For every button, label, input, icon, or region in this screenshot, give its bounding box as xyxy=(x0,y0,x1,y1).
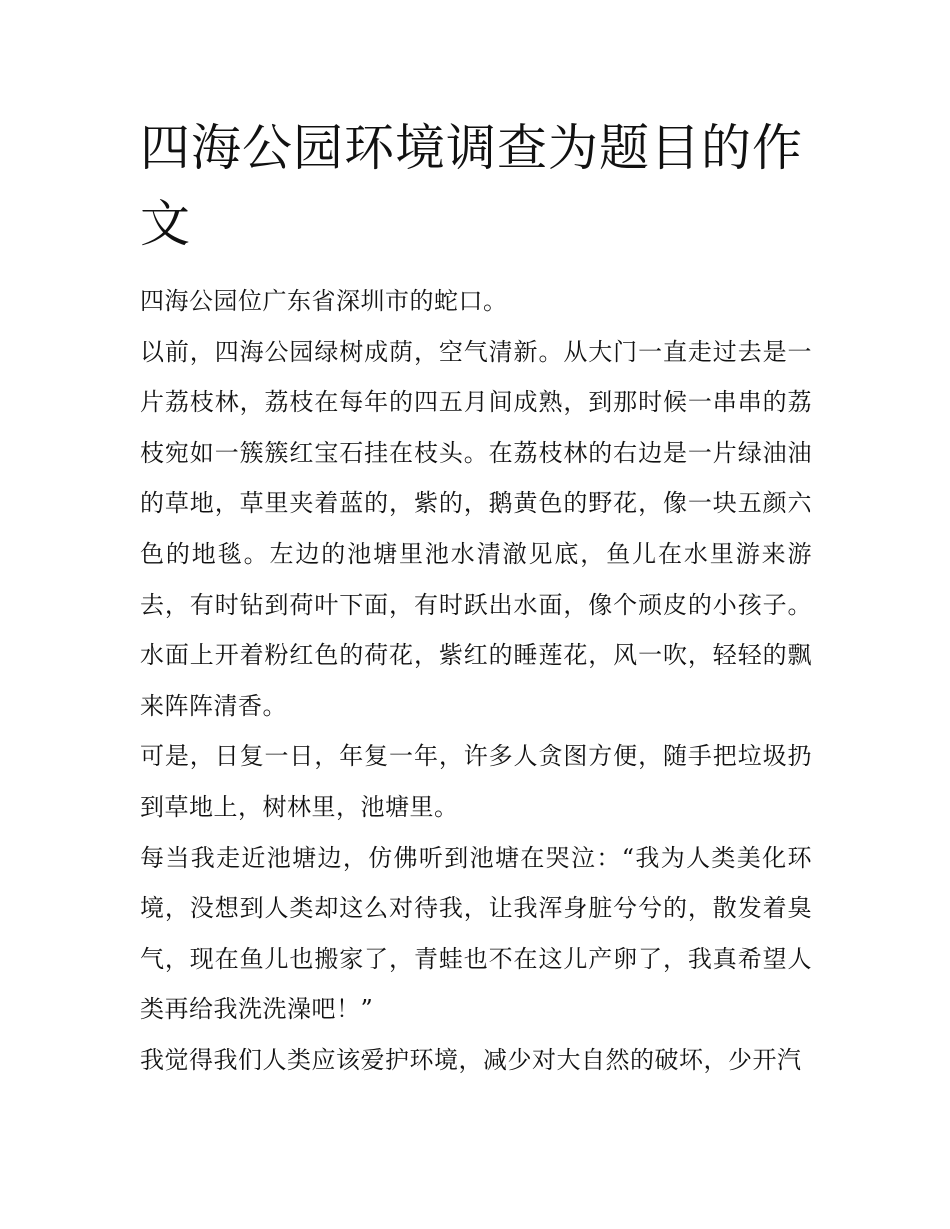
paragraph-conclusion: 我觉得我们人类应该爱护环境，减少对大自然的破坏，少开汽 xyxy=(140,1045,802,1074)
paragraph-location: 四海公园位广东省深圳市的蛇口。 xyxy=(140,287,508,315)
document-title: 四海公园环境调查为题目的作文 xyxy=(140,119,803,253)
paragraph-littering: 可是，日复一日，年复一年，许多人贪图方便，随手把垃圾扔到草地上，树林里，池塘里。 xyxy=(140,742,812,821)
paragraph-past-scenery: 以前，四海公园绿树成荫，空气清新。从大门一直走过去是一片荔枝林，荔枝在每年的四五月间成熟，到那时候一串串的荔枝宛如一簇簇红宝石挂在枝头。在荔枝林的右边是一片绿油油的草地，草里夹着蓝的，紫的，鹅黄色的野花，像一块五颜六色的地毯。左边的池塘里池水清澈见底，鱼儿在水里游来游去，有时钻到荷叶下面，有时跃出水面，像个顽皮的小孩子。水面上开着粉红色的荷花，紫红的睡莲花，风一吹，轻轻的飘来阵阵清香。 xyxy=(140,337,812,720)
paragraph-pond-crying: 每当我走近池塘边，仿佛听到池塘在哭泣：“我为人类美化环境，没想到人类却这么对待我，让我浑身脏兮兮的，散发着臭气，现在鱼儿也搬家了，青蛙也不在这儿产卵了，我真希望人类再给我洗洗澡吧！” xyxy=(140,843,812,1024)
document-page xyxy=(140,110,812,1086)
